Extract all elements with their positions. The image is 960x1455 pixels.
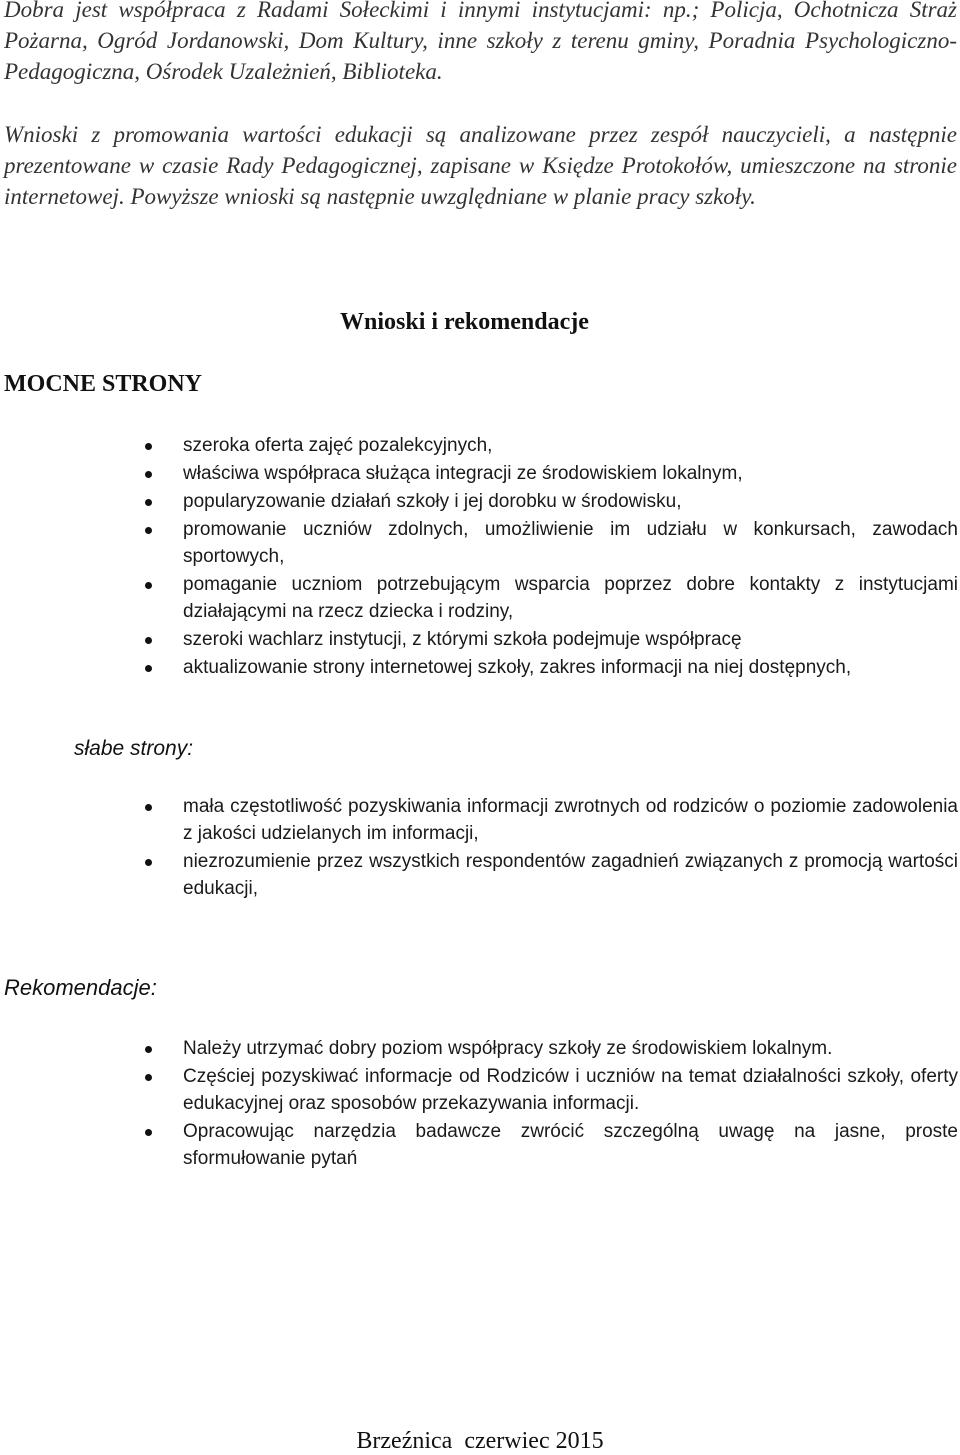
list-item-text: szeroka oferta zajęć pozalekcyjnych, xyxy=(183,435,493,456)
recommendations-heading: Rekomendacje: xyxy=(4,975,157,1000)
section-title: Wnioski i rekomendacje xyxy=(340,309,589,335)
weaknesses-heading: słabe strony: xyxy=(74,737,194,760)
list-item xyxy=(0,1118,958,1172)
intro-paragraph-cooperation: Dobra jest współpraca z Radami Sołeckimi i innymi instytucjami: np.; Policja, Ochotnicza Straż Pożarna, Ogród Jordanowski, Dom Kultury, inne szkoły z terenu gminy, Poradnia Psychologiczno-Pedagogiczna, Ośrodek Uzależnień, Biblioteka. xyxy=(4,0,957,84)
weaknesses-list xyxy=(0,793,958,903)
list-item xyxy=(0,1063,958,1117)
recommendations-list xyxy=(0,1035,958,1173)
list-item-text: niezrozumienie przez wszystkich respondentów zagadnień związanych z promocją wartości edukacji, xyxy=(183,851,958,899)
list-item-text: popularyzowanie działań szkoły i jej dorobku w środowisku, xyxy=(183,491,682,512)
footer-place-date: Brzeźnica czerwiec 2015 xyxy=(356,1428,604,1454)
bullet-icon xyxy=(145,527,152,534)
list-item-text: Należy utrzymać dobry poziom współpracy szkoły ze środowiskiem lokalnym. xyxy=(183,1038,833,1059)
list-item xyxy=(0,793,958,847)
bullet-icon xyxy=(145,499,152,506)
bullet-icon xyxy=(145,443,152,450)
list-item-text: Częściej pozyskiwać informacje od Rodziców i uczniów na temat działalności szkoły, oferty edukacyjnej oraz sposobów przekazywania informacji. xyxy=(183,1066,958,1114)
list-item xyxy=(0,848,958,902)
list-item xyxy=(0,488,958,515)
list-item-text: szeroki wachlarz instytucji, z którymi szkoła podejmuje współpracę xyxy=(183,629,742,650)
list-item-text: Opracowując narzędzia badawcze zwrócić szczególną uwagę na jasne, proste sformułowanie pytań xyxy=(183,1121,958,1169)
bullet-icon xyxy=(145,1046,152,1053)
list-item-text: promowanie uczniów zdolnych, umożliwienie im udziału w konkursach, zawodach sportowych, xyxy=(183,519,958,567)
bullet-icon xyxy=(145,665,152,672)
strengths-list xyxy=(0,432,958,682)
bullet-icon xyxy=(145,471,152,478)
bullet-icon xyxy=(145,804,152,811)
intro-paragraph-conclusions: Wnioski z promowania wartości edukacji są analizowane przez zespół nauczycieli, a następnie prezentowane w czasie Rady Pedagogicznej, zapisane w Księdze Protokołów, umieszczone na stronie internetowej. Powyższe wnioski są następnie uwzględniane w planie pracy szkoły. xyxy=(4,122,957,209)
list-item-text: aktualizowanie strony internetowej szkoły, zakres informacji na niej dostępnych, xyxy=(183,657,852,678)
bullet-icon xyxy=(145,1129,152,1136)
list-item xyxy=(0,654,958,681)
list-item xyxy=(0,516,958,570)
strengths-heading: MOCNE STRONY xyxy=(4,371,203,397)
list-item xyxy=(0,626,958,653)
list-item xyxy=(0,432,958,459)
bullet-icon xyxy=(145,859,152,866)
bullet-icon xyxy=(145,637,152,644)
bullet-icon xyxy=(145,1074,152,1081)
list-item-text: mała częstotliwość pozyskiwania informacji zwrotnych od rodziców o poziomie zadowolenia z jakości udzielanych im informacji, xyxy=(183,796,958,844)
list-item-text: pomaganie uczniom potrzebującym wsparcia poprzez dobre kontakty z instytucjami działającymi na rzecz dziecka i rodziny, xyxy=(183,574,958,622)
list-item xyxy=(0,1035,958,1062)
list-item-text: właściwa współpraca służąca integracji ze środowiskiem lokalnym, xyxy=(183,463,743,484)
list-item xyxy=(0,460,958,487)
bullet-icon xyxy=(145,582,152,589)
list-item xyxy=(0,571,958,625)
